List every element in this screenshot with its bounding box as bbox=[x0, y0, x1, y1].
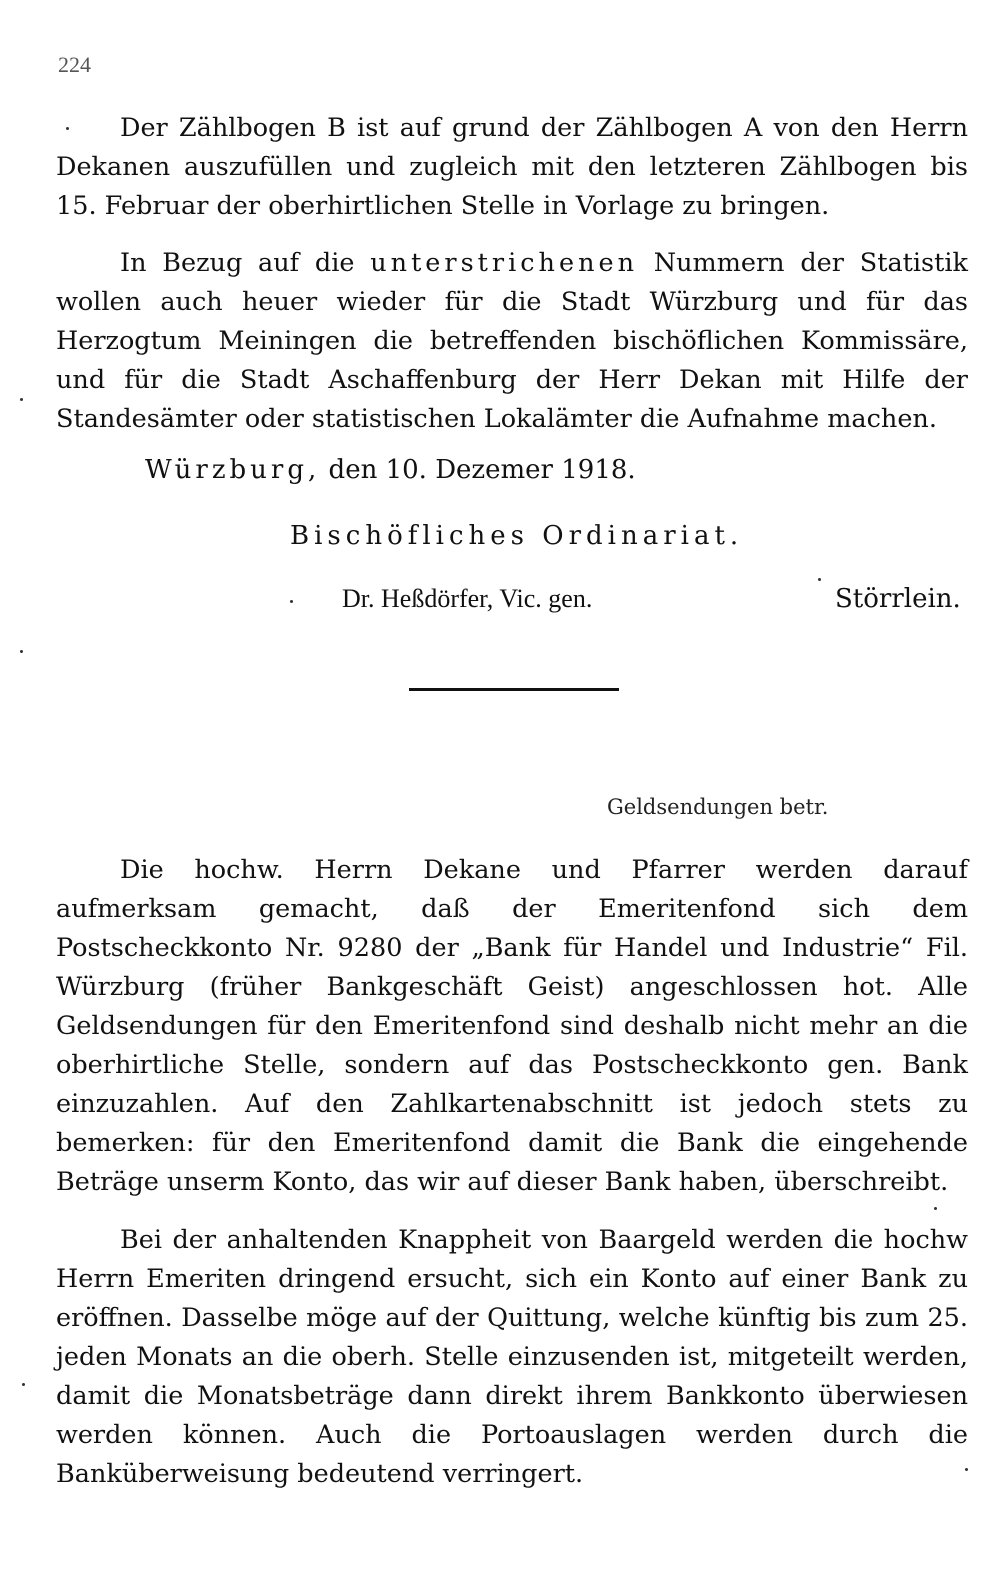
paragraph-zaehlbogen bbox=[56, 109, 968, 226]
paragraph-emeritenfond-text: Die hochw. Herrn Dekane und Pfarrer werden darauf aufmerksam gemacht, daß der Emeritenfond sich dem Postscheckkonto Nr. 9280 der „Bank für Handel und Industrie“ Fil. Würzburg (früher Bankgeschäft Geist) angeschlossen hot. Alle Geldsendungen für den Emeritenfond sind deshalb nicht mehr an die oberhirtliche Stelle, sondern auf das Postscheckkonto gen. Bank einzuzahlen. Auf den Zahlkartenabschnitt ist jedoch stets zu bemerken: für den Emeritenfond damit die Bank die eingehende Beträge unserm Konto, das wir auf dieser Bank haben, überschreibt. bbox=[56, 855, 968, 1197]
page-number: 224 bbox=[58, 52, 91, 77]
paragraph-statistik-emphasis: unterstrichenen bbox=[370, 248, 639, 278]
scan-speck bbox=[818, 578, 821, 581]
signatory-vicar-general: Dr. Heßdörfer, Vic. gen. bbox=[342, 584, 593, 613]
paragraph-bargeld-text: Bei der anhaltenden Knappheit von Baargeld werden die hochw Herrn Emeriten dringend ersucht, sich ein Konto auf einer Bank zu eröffnen. Dasselbe möge auf der Quittung, welche künftig bis zum 25. jeden Monats an die oberh. Stelle einzusenden ist, mitgeteilt werden, damit die Monatsbeträge dann direkt ihrem Bankkonto überwiesen werden können. Auch die Portoauslagen werden durch die Banküberweisung bedeutend verringert. bbox=[56, 1225, 968, 1489]
scan-speck bbox=[22, 1383, 25, 1386]
issuing-authority: Bischöfliches Ordinariat. bbox=[290, 521, 744, 551]
date-place: Würzburg, bbox=[145, 455, 321, 485]
scan-speck bbox=[965, 1468, 968, 1471]
scan-speck bbox=[20, 398, 23, 401]
scan-speck bbox=[290, 600, 293, 603]
scan-speck bbox=[20, 650, 23, 653]
signatory-secretary: Störrlein. bbox=[835, 584, 961, 614]
paragraph-statistik-text bbox=[56, 244, 968, 439]
paragraph-statistik-start: In Bezug auf die bbox=[120, 248, 371, 278]
paragraph-emeritenfond bbox=[56, 851, 968, 1202]
paragraph-statistik-end: Nummern der Statistik wollen auch heuer wieder für die Stadt Würzburg und für das Herzogtum Meiningen die betreffenden bischöflichen Kommissäre, und für die Stadt Aschaffenburg der Herr Dekan mit Hilfe der Standesämter oder statistischen Lokalämter die Aufnahme machen. bbox=[56, 248, 968, 434]
date-line bbox=[145, 455, 636, 485]
subject-heading: Geldsendungen betr. bbox=[607, 795, 829, 819]
section-divider bbox=[409, 688, 619, 691]
scan-speck bbox=[66, 127, 69, 130]
paragraph-statistik bbox=[56, 244, 968, 439]
paragraph-zaehlbogen-text: Der Zählbogen B ist auf grund der Zählbogen A von den Herrn Dekanen auszufüllen und zugleich mit den letzteren Zählbogen bis 15. Februar der oberhirtlichen Stelle in Vorlage zu bringen. bbox=[56, 113, 968, 221]
scan-speck bbox=[934, 1207, 937, 1210]
paragraph-bargeld bbox=[56, 1221, 968, 1494]
date-text: den 10. Dezemer 1918. bbox=[320, 455, 636, 485]
